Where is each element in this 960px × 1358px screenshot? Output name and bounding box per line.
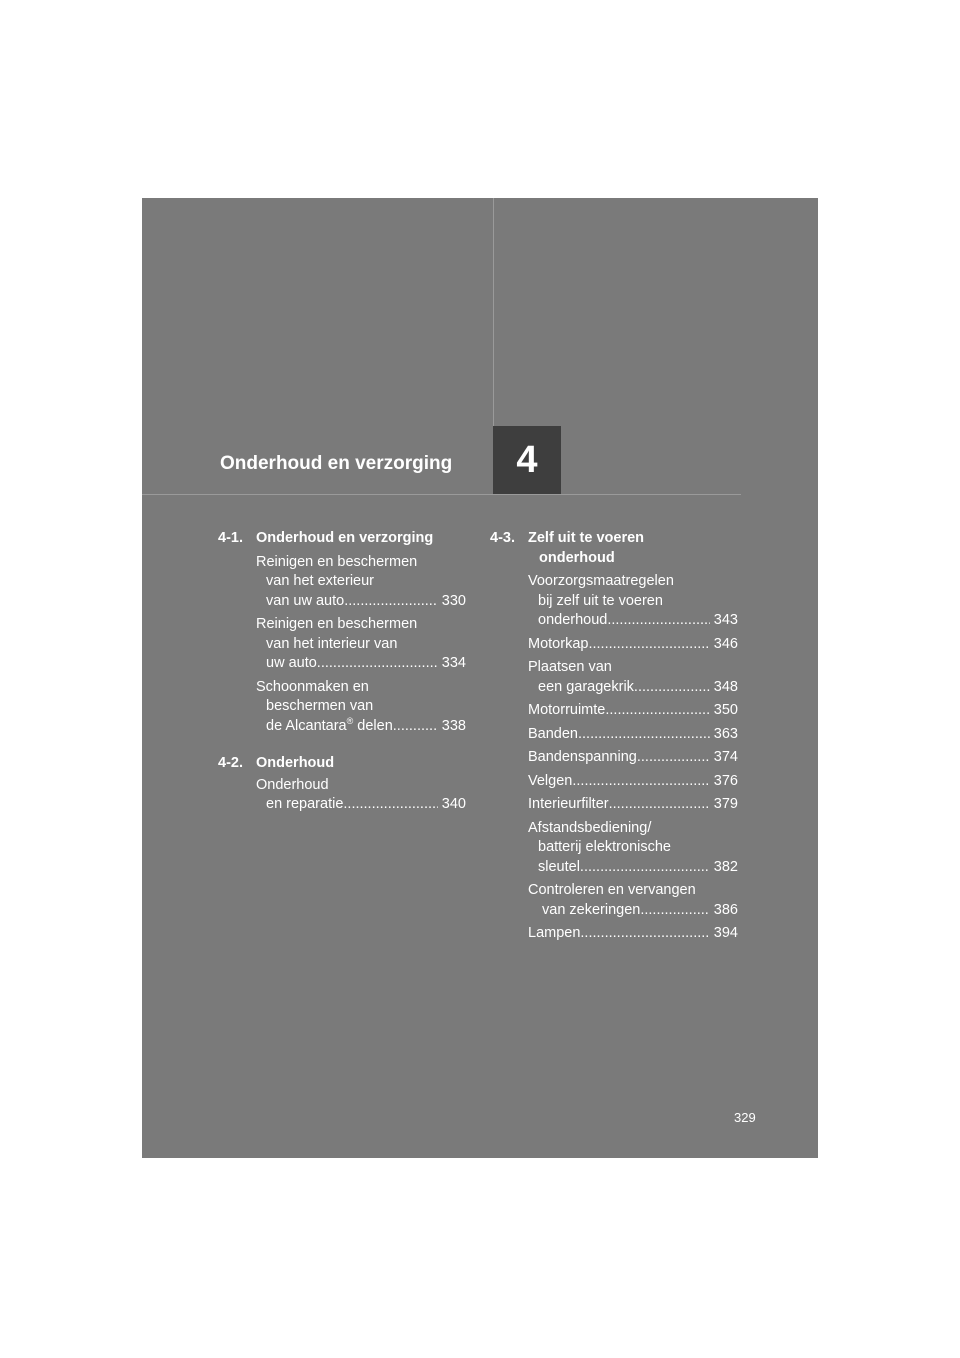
toc-section-4-3 (490, 529, 738, 944)
horizontal-rule (142, 494, 741, 495)
dot-leader (640, 901, 709, 921)
dot-leader (634, 678, 710, 698)
dot-leader (607, 611, 709, 631)
entry-line: Onderhoud (256, 776, 329, 793)
toc-entry[interactable] (218, 678, 466, 737)
entry-line: van het exterieur (266, 573, 375, 589)
section-title: Onderhoud (256, 755, 335, 771)
page-ref: 330 (441, 592, 466, 609)
entry-text: van uw auto (266, 592, 345, 609)
entry-text: onderhoud (538, 612, 608, 628)
section-title: Zelf uit te voeren onderhoud (528, 530, 645, 566)
toc-entry[interactable] (218, 776, 466, 815)
toc-entry[interactable] (490, 635, 738, 655)
dot-leader (578, 725, 710, 745)
entry-line: beschermen van (266, 698, 374, 714)
entry-line: Plaatsen van (528, 659, 612, 675)
dot-leader (580, 924, 709, 944)
toc-entry[interactable] (490, 748, 738, 768)
entry-line: Afstandsbediening/ (528, 819, 652, 836)
entry-text: de Alcantara® delen (266, 716, 393, 734)
page-ref: 382 (713, 858, 738, 875)
toc-entry[interactable] (490, 881, 738, 920)
dot-leader (343, 795, 437, 815)
entry-text: van zekeringen (542, 901, 641, 918)
page-ref: 363 (713, 725, 738, 742)
page-ref: 338 (441, 717, 466, 734)
toc-entry[interactable] (218, 553, 466, 612)
toc-entry[interactable] (218, 615, 466, 674)
entry-text: Motorkap (528, 635, 589, 652)
entry-text: een garagekrik (538, 678, 634, 695)
entry-line: Reinigen en beschermen (256, 553, 418, 570)
page-ref: 350 (713, 702, 738, 718)
page-ref: 374 (713, 749, 738, 765)
page-ref: 386 (713, 901, 738, 918)
dot-leader (317, 654, 438, 674)
chapter-number-box (493, 426, 561, 494)
entry-line: Controleren en vervangen (528, 882, 696, 898)
toc-entry[interactable] (490, 572, 738, 631)
dot-leader (609, 795, 710, 815)
page-ref: 334 (441, 655, 466, 671)
vertical-rule (493, 198, 494, 426)
entry-text: sleutel (538, 858, 580, 875)
entry-line: van het interieur van (266, 635, 398, 652)
entry-text: uw auto (266, 655, 317, 671)
dot-leader (572, 772, 709, 792)
dot-leader (588, 635, 709, 655)
page-ref: 394 (713, 925, 738, 941)
dot-leader (393, 717, 438, 737)
entry-text: Interieurfilter (528, 796, 609, 812)
entry-text: Lampen (528, 925, 581, 941)
section-number: 4-2. (218, 755, 243, 771)
chapter-divider-page (142, 198, 818, 1158)
entry-text: en reparatie (266, 796, 344, 812)
toc-entry[interactable] (490, 725, 738, 745)
entry-line: bij zelf uit te voeren (538, 592, 663, 609)
page-ref: 379 (713, 796, 738, 812)
entry-line: batterij elektronische (538, 839, 671, 855)
toc-entry[interactable] (490, 658, 738, 697)
toc-left-column (218, 529, 466, 827)
page-ref: 343 (713, 612, 738, 628)
entry-line: Reinigen en beschermen (256, 616, 418, 632)
entry-text: Banden (528, 725, 578, 742)
entry-text: Motorruimte (528, 702, 606, 718)
toc-entry[interactable] (490, 795, 738, 815)
dot-leader (344, 592, 438, 612)
toc-entry[interactable] (490, 701, 738, 721)
dot-leader (605, 701, 709, 721)
section-number: 4-1. (218, 530, 243, 546)
entry-line: Voorzorgsmaatregelen (528, 573, 674, 589)
page-ref: 346 (713, 635, 738, 652)
entry-text: Velgen (528, 772, 573, 789)
toc-section-4-1 (218, 529, 466, 736)
toc-right-column (490, 529, 738, 956)
section-number: 4-3. (490, 530, 515, 546)
toc-entry[interactable] (490, 772, 738, 792)
entry-text: Bandenspanning (528, 749, 637, 765)
chapter-number: 4 (516, 438, 538, 481)
page-ref: 376 (713, 772, 738, 789)
section-title: Onderhoud en verzorging (256, 530, 434, 546)
dot-leader (637, 748, 710, 768)
toc-entry[interactable] (490, 819, 738, 878)
entry-line: Schoonmaken en (256, 678, 369, 695)
page-number: 329 (734, 1110, 756, 1125)
page-ref: 340 (441, 796, 466, 812)
page-ref: 348 (713, 678, 738, 695)
dot-leader (580, 858, 710, 878)
toc-section-4-2 (218, 754, 466, 815)
toc-entry[interactable] (490, 924, 738, 944)
chapter-title: Onderhoud en verzorging (220, 453, 453, 474)
